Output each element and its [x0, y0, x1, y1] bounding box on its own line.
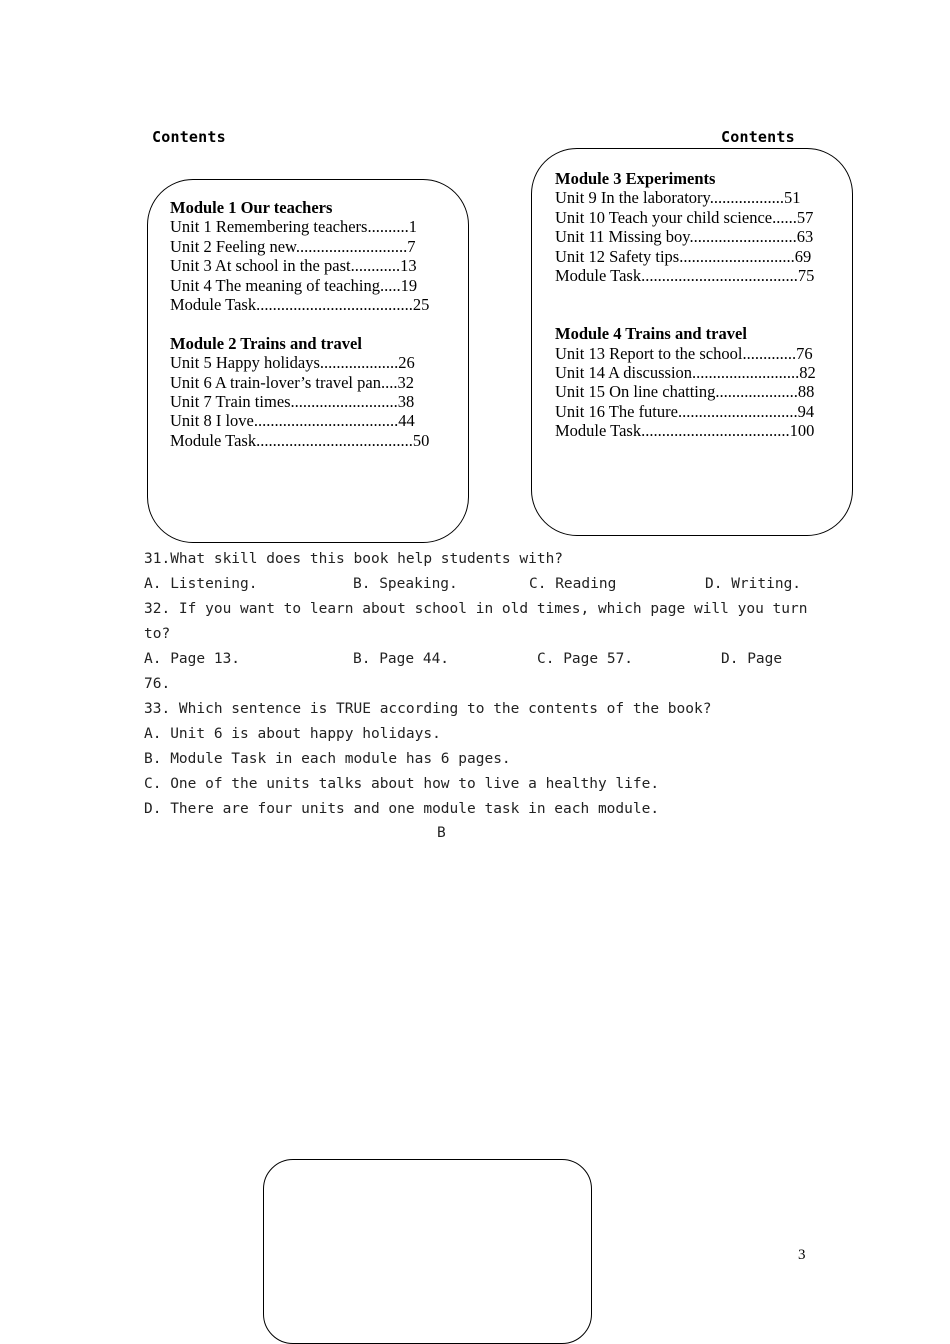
toc-line: Unit 5 Happy holidays...................26: [170, 353, 415, 373]
q32-option-d-cont: 76.: [144, 676, 171, 692]
toc-line: Unit 11 Missing boy..........................63: [555, 227, 814, 247]
q32-option-c: C. Page 57.: [537, 651, 634, 667]
toc-line: Unit 14 A discussion..........................82: [555, 363, 816, 383]
toc-right: [555, 169, 816, 441]
q33-option-a: A. Unit 6 is about happy holidays.: [144, 726, 441, 742]
q32-option-a: A. Page 13.: [144, 651, 241, 667]
q33-option-c: C. One of the units talks about how to live a healthy life.: [144, 776, 660, 792]
toc-line: Unit 3 At school in the past............13: [170, 256, 417, 276]
q33-option-d: D. There are four units and one module task in each module.: [144, 801, 660, 817]
section-label: B: [437, 825, 446, 841]
toc-line: Unit 15 On line chatting....................88: [555, 382, 815, 402]
page-number: 3: [798, 1247, 806, 1263]
question-32-cont: to?: [144, 626, 171, 642]
toc-line: Unit 9 In the laboratory..................51: [555, 188, 801, 208]
toc-line: Module Task......................................50: [170, 430, 430, 450]
toc-line: Unit 4 The meaning of teaching.....19: [170, 275, 418, 295]
contents-card-bottom: [263, 1159, 592, 1344]
contents-heading-left: Contents: [152, 128, 226, 146]
q32-option-b: B. Page 44.: [353, 651, 450, 667]
toc-line: Unit 13 Report to the school.............76: [555, 343, 813, 363]
q31-option-b: B. Speaking.: [353, 576, 458, 592]
module-title: Module 2 Trains and travel: [170, 333, 362, 353]
toc-line: Unit 12 Safety tips............................69: [555, 246, 812, 266]
toc-line: Module Task......................................25: [170, 295, 430, 315]
toc-line: Module Task....................................100: [555, 421, 815, 441]
toc-line: Unit 7 Train times..........................38: [170, 392, 415, 412]
toc-line: Unit 6 A train-lover’s travel pan....32: [170, 372, 414, 392]
toc-line: Unit 16 The future.............................94: [555, 401, 815, 421]
module-title: Module 1 Our teachers: [170, 198, 333, 217]
question-31: 31.What skill does this book help students with?: [144, 551, 564, 567]
toc-line: Unit 10 Teach your child science......57: [555, 207, 814, 227]
toc-line: Unit 1 Remembering teachers..........1: [170, 217, 417, 237]
toc-line: Unit 2 Feeling new...........................7: [170, 236, 416, 256]
toc-left: [170, 198, 429, 450]
contents-heading-right: Contents: [721, 128, 795, 146]
q33-option-b: B. Module Task in each module has 6 pages.: [144, 751, 511, 767]
q31-option-c: C. Reading: [529, 576, 617, 592]
module-title: Module 4 Trains and travel: [555, 324, 747, 344]
question-32: 32. If you want to learn about school in old times, which page will you turn: [144, 601, 808, 617]
module-title: Module 3 Experiments: [555, 169, 716, 188]
q32-option-d: D. Page: [721, 651, 783, 667]
toc-line: Unit 8 I love...................................44: [170, 411, 415, 431]
toc-line: Module Task......................................75: [555, 266, 815, 286]
q31-option-a: A. Listening.: [144, 576, 258, 592]
question-33: 33. Which sentence is TRUE according to the contents of the book?: [144, 701, 712, 717]
q31-option-d: D. Writing.: [705, 576, 802, 592]
